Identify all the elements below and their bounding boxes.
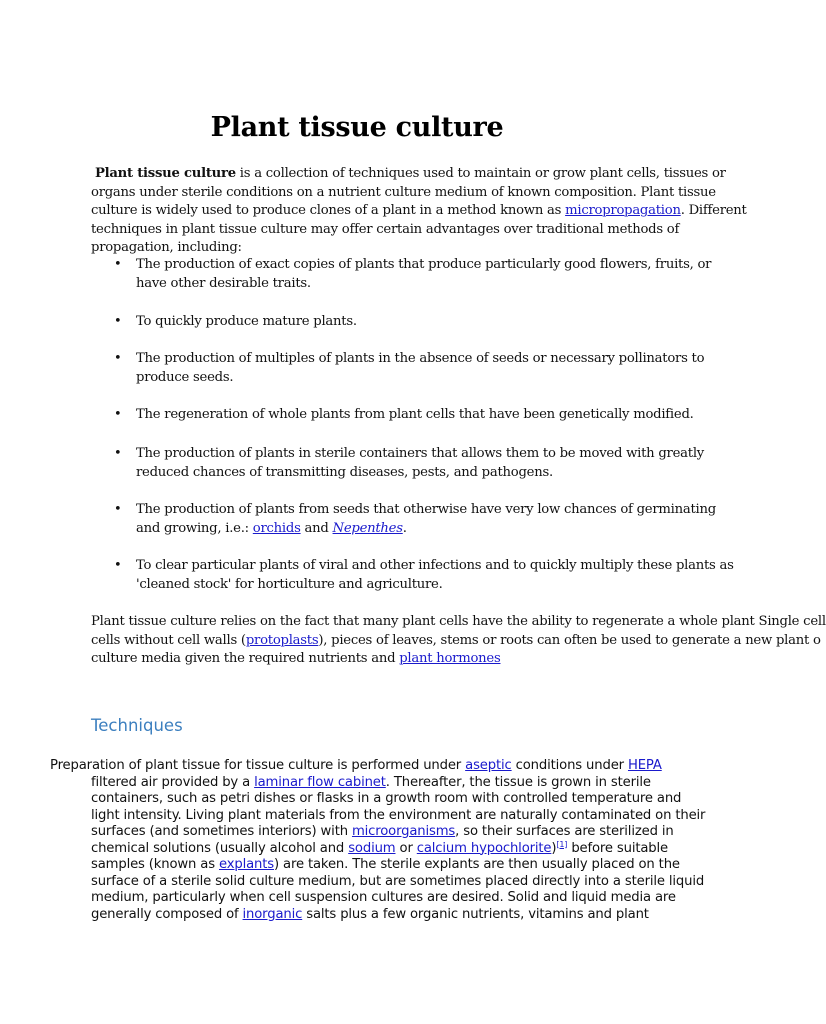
inorganic-link[interactable]: inorganic — [242, 906, 303, 922]
list-item — [114, 501, 736, 538]
laminar-flow-cabinet-link[interactable]: laminar flow cabinet — [254, 774, 386, 790]
list-item — [114, 406, 736, 425]
list-item-text: The production of multiples of plants in the absence of seeds or necessary pollinators to produce seeds. — [136, 351, 705, 385]
bullet-icon: • — [114, 502, 122, 517]
tech-line-6 — [50, 841, 740, 858]
para2-line1: Plant tissue culture relies on the fact that many plant cells have the ability to regenerate a whole plant Single cell — [91, 614, 826, 629]
list-item-text: To clear particular plants of viral and other infections and to quickly multiply these plants as 'cleaned stock' for horticulture and agriculture. — [136, 558, 734, 592]
explants-link[interactable]: explants — [219, 857, 275, 872]
list-item-text: The production of plants from seeds that otherwise have very low chances of germinating and growing, i.e.: — [136, 502, 716, 536]
para2-line3-a: culture media given the required nutrients and — [91, 651, 400, 667]
list-item — [114, 350, 736, 387]
para2-line2 — [91, 632, 821, 651]
tech-text: or — [395, 840, 417, 856]
tech-line-9: medium, particularly when cell suspension cultures are desired. Solid and liquid media are — [91, 890, 676, 905]
techniques-heading: Techniques — [91, 716, 183, 735]
list-item-text: The production of plants in sterile containers that allows them to be moved with greatly reduced chances of transmitting diseases, pests, and pathogens. — [136, 446, 704, 480]
calcium-hypochlorite-link[interactable]: calcium hypochlorite — [416, 840, 552, 856]
tech-text: samples (known as — [91, 857, 219, 872]
tech-text: salts plus a few organic nutrients, vitamins and plant — [302, 906, 649, 922]
para2-line2-a: cells without cell walls ( — [91, 632, 246, 648]
sodium-link[interactable]: sodium — [348, 840, 396, 856]
aseptic-link[interactable]: aseptic — [465, 758, 512, 773]
tech-text: ) — [551, 840, 557, 856]
tech-line-10 — [50, 907, 740, 924]
intro-text-1: is a collection of techniques used to maintain or grow plant cells, tissues or organs under sterile conditions on a nutrient culture medium of known composition. Plant tissue culture is widely used to produce clones of a plant in a method known as — [91, 166, 726, 219]
tech-line-4: light intensity. Living plant materials from the environment are naturally contaminated on their — [91, 807, 706, 823]
hepa-link[interactable]: HEPA — [627, 758, 662, 773]
para2-line3 — [91, 650, 781, 669]
regeneration-paragraph — [91, 613, 826, 669]
tech-line-5 — [50, 824, 740, 841]
list-item — [114, 557, 736, 594]
tech-line-3: containers, such as petri dishes or flasks in a growth room with controlled temperature and — [91, 791, 682, 806]
page-title: Plant tissue culture — [210, 112, 504, 143]
intro-text-2: . Different techniques in plant tissue culture may offer certain advantages over traditional methods of propagation, including: — [91, 203, 747, 256]
intro-bold-term: Plant tissue culture — [94, 166, 236, 181]
list-item — [114, 313, 736, 332]
list-item-and: and — [300, 520, 333, 536]
tech-text: conditions under — [511, 758, 628, 773]
tech-line-1 — [50, 758, 740, 775]
tech-text: Preparation of plant tissue for tissue culture is performed under — [50, 758, 466, 773]
tech-line-2 — [50, 775, 740, 792]
tech-line-7 — [50, 857, 740, 874]
bullet-icon: • — [114, 351, 122, 366]
tech-text: ) are taken. The sterile explants are then usually placed on the — [274, 857, 680, 872]
nepenthes-link[interactable]: Nepenthes — [332, 520, 403, 536]
tech-text: filtered air provided by a — [91, 774, 255, 790]
tech-line-8: surface of a sterile solid culture medium, but are sometimes placed directly into a sterile liquid — [91, 873, 705, 889]
tech-text: surfaces (and sometimes interiors) with — [91, 824, 352, 839]
bullet-icon: • — [114, 446, 122, 461]
tech-text: generally composed of — [91, 906, 243, 922]
bullet-icon: • — [114, 257, 122, 272]
bullet-icon: • — [114, 314, 122, 329]
tech-text: before suitable — [567, 840, 668, 856]
list-item-end: . — [402, 520, 407, 536]
tech-text: chemical solutions (usually alcohol and — [91, 840, 349, 856]
reference-link[interactable]: [1] — [556, 839, 568, 849]
list-item-text: The production of exact copies of plants that produce particularly good flowers, fruits, or have other desirable traits. — [136, 257, 712, 291]
list-item-text: To quickly produce mature plants. — [136, 314, 357, 329]
tech-text: . Thereafter, the tissue is grown in sterile — [385, 774, 651, 790]
bullet-icon: • — [114, 558, 122, 573]
list-item — [114, 256, 736, 293]
bullet-icon: • — [114, 407, 122, 422]
orchids-link[interactable]: orchids — [252, 520, 301, 536]
techniques-paragraph — [50, 758, 740, 923]
intro-paragraph — [91, 165, 751, 258]
microorganisms-link[interactable]: microorganisms — [351, 824, 456, 839]
para2-line2-b: ), pieces of leaves, stems or roots can often be used to generate a new plant o — [318, 632, 821, 648]
micropropagation-link[interactable]: micropropagation — [565, 203, 681, 219]
list-item-text: The regeneration of whole plants from plant cells that have been genetically modified. — [136, 407, 694, 422]
tech-text: , so their surfaces are sterilized in — [455, 824, 674, 839]
list-item — [114, 445, 736, 482]
plant-hormones-link[interactable]: plant hormones — [399, 651, 501, 667]
protoplasts-link[interactable]: protoplasts — [245, 632, 319, 648]
